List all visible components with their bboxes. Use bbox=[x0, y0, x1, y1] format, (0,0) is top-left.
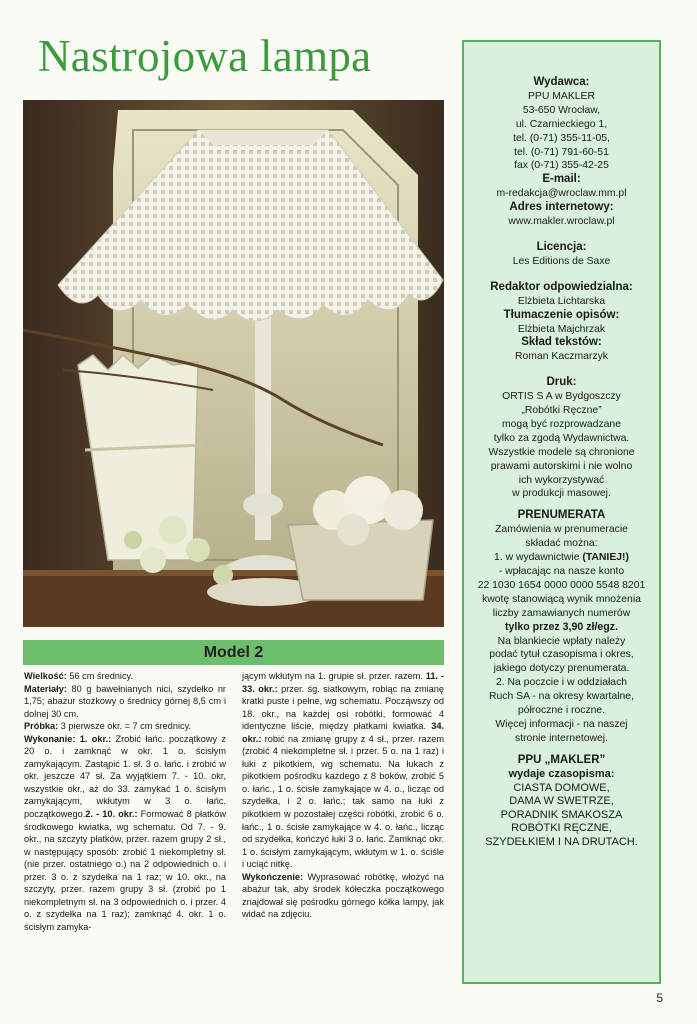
magazine-title: PORADNIK SMAKOSZA bbox=[500, 808, 623, 821]
print-line: prawami autorskimi i nie wolno bbox=[490, 460, 633, 472]
typesetter-name: Roman Kaczmarzyk bbox=[515, 351, 608, 363]
translator-name: Elżbieta Majchrzak bbox=[517, 323, 606, 335]
subscription-line: podać tytuł czasopisma i okres, bbox=[489, 649, 634, 661]
subscription-line: jakiego dotyczy prenumerata. bbox=[493, 663, 630, 675]
ppu-subheading: wydaje czasopisma: bbox=[508, 767, 615, 780]
instruction-paragraph: Wielkość: 56 cm średnicy. bbox=[24, 671, 134, 681]
subscription-line: Zamówienia w prenumeracie bbox=[495, 524, 628, 536]
publisher-heading: Wydawca: bbox=[533, 76, 590, 88]
publisher-line: tel. (0-71) 791-60-51 bbox=[514, 146, 609, 158]
print-line: Wszystkie modele są chronione bbox=[488, 446, 635, 458]
subscription-line: składać można: bbox=[525, 538, 598, 550]
license-text: Les Editions de Saxe bbox=[512, 255, 611, 267]
subscription-line: - wpłacając na nasze konto bbox=[498, 566, 625, 577]
subscription-line: kwotę stanowiącą wynik mnożenia bbox=[482, 593, 641, 605]
instruction-paragraph: jącym wkłutym na 1. grupie sł. przer. razem. 11. - 33. okr.: przer. śg. siatkowym, robiąc na zmianę kratki puste i pełne, wg schematu. Począwszy od 18. okr., na każdej osi robótki, formować 4 identyczne liście, między płatkami kwiatka. 34. okr.: robić na zmianę grupy z 4 sł., przer. razem (zrobić 4 niekompletne sł. i przer. 5 o. na 1 raz) i łuki z pikotkiem, wg schematu. Na łukach z pikotkiem pośrodku każdego z 8 boków, zrobić 5 o. łańc., 1 o. ścisłe zamykające w 4. o., licząc od szydełka, i 2 o. łańc.; tak samo na łuki z pikotkiem w pozostałej części robótki, zrobić 6 o. łańc., 1 o. ścisłe zamykające w 4. o. łańc., licząc od szydełka, kończyć łuki 3 o. łańc. Zamknąć okr. 1 o. ścisłym zamykającym, wkłutym w 1. o. ściśle i uciąć nitkę. bbox=[242, 671, 445, 870]
instructions-left-column bbox=[24, 670, 226, 990]
publisher-line: 53-650 Wrocław, bbox=[522, 104, 601, 116]
email-link[interactable]: m-redakcja@wroclaw.mm.pl bbox=[496, 188, 627, 200]
publisher-line: ul. Czarnieckiego 1, bbox=[515, 118, 608, 130]
subscription-line: liczby zamawianych numerów bbox=[492, 607, 631, 619]
lamp-photo bbox=[23, 100, 444, 627]
print-line: mogą być rozprowadzane bbox=[502, 418, 621, 430]
print-line: w produkcji masowej. bbox=[512, 488, 611, 500]
instructions-columns bbox=[24, 670, 444, 990]
subscription-heading: PRENUMERATA bbox=[517, 509, 606, 522]
license-heading: Licencja: bbox=[536, 240, 587, 253]
email-heading: E-mail: bbox=[542, 173, 581, 186]
more-info-line: Więcej informacji - na naszej bbox=[495, 718, 628, 730]
magazine-title: CIASTA DOMOWE, bbox=[513, 781, 610, 794]
ppu-heading: PPU „MAKLER” bbox=[517, 753, 606, 766]
subscription-line: Na blankiecie wpłaty należy bbox=[497, 635, 626, 647]
instruction-paragraph: Materiały: 80 g bawełnianych nici, szydełko nr 1,75; abażur stożkowy o średnicy górnej 8,5 cm i dolnej 30 cm. bbox=[24, 683, 226, 719]
subscription-line: półroczne i roczne. bbox=[517, 705, 606, 717]
subscription-option-1: 1. w wydawnictwie (TANIEJ!) bbox=[494, 552, 629, 564]
translation-heading: Tłumaczenie opisów: bbox=[503, 308, 620, 321]
magazine-title: ROBÓTKI RĘCZNE, bbox=[511, 822, 612, 835]
print-heading: Druk: bbox=[546, 376, 577, 389]
publisher-sidebar bbox=[462, 40, 661, 984]
bank-account-number: 22 1030 1654 0000 0000 5548 8201 bbox=[477, 579, 646, 591]
page-number: 5 bbox=[656, 991, 663, 1005]
subscription-option-2: 2. Na poczcie i w oddziałach bbox=[495, 677, 628, 689]
instructions-right-column bbox=[242, 670, 444, 990]
typeset-heading: Skład tekstów: bbox=[521, 336, 602, 349]
instruction-paragraph: Próbka: 3 pierwsze okr. = 7 cm średnicy. bbox=[24, 721, 192, 732]
print-line: ich wykorzystywać bbox=[518, 474, 605, 486]
more-info-line: stronie internetowej. bbox=[515, 732, 608, 744]
magazine-title: DAMA W SWETRZE, bbox=[509, 795, 614, 808]
print-line: „Robótki Ręczne” bbox=[521, 405, 602, 417]
subscription-line: Ruch SA - na okresy kwartalne, bbox=[489, 691, 634, 703]
magazine-title: SZYDEŁKIEM I NA DRUTACH. bbox=[485, 835, 638, 848]
publisher-line: fax (0-71) 355-42-25 bbox=[514, 160, 609, 172]
instruction-paragraph: Wykonanie: 1. okr.: Zrobić łańc. początkowy z 20 o. i zamknąć w okr. 1 o. ścisłym zamykającym. Zastąpić 1. sł. 3 o. łańc. i zrobić w okr. jeszcze 47 sł. Za wyjątkiem 7. - 10. okr, wszystkie okr., aż do 33. zamykać 1 o. ścisłym zamykającym, wkłutym w 3 o. łańc. początkowego.2. - 10. okr.: Formować 8 płatków środkowego kwiatka, wg schematu. Od 7. - 9. okr., na szczyty płatków, przer. razem grupy 2 sł., w następujący sposób: zrobić 1 niekompletny sł. (nie przer. ostatniego o.) na 2 odpowiednich o. i przer. 3 o. z szydełka na 1 raz; w 10. okr., na szczyty, przer. razem grupy 3 sł. (zrobić po 1 niekompletnym sł. na 3 odpowiednich o. i przer. 4 o. z szydełka na 1 raz); zamknąć 4. okr. 1 o. ścisłym zamyka- bbox=[24, 733, 226, 932]
instruction-paragraph: Wykończenie: Wyprasować robótkę, włożyć na abażur tak, aby środek kółeczka początkowego znajdował się pośrodku górnego kółka lampy, jak widać na zdjęciu. bbox=[242, 871, 444, 920]
price-line: tylko przez 3,90 zł/egz. bbox=[504, 620, 619, 633]
web-link[interactable]: www.makler.wroclaw.pl bbox=[508, 216, 615, 228]
publisher-line: tel. (0-71) 355-11-05, bbox=[513, 132, 610, 144]
print-line: tylko za zgodą Wydawnictwa. bbox=[493, 432, 630, 444]
print-line: ORTIS S A w Bydgoszczy bbox=[502, 391, 621, 403]
editor-heading: Redaktor odpowiedzialna: bbox=[490, 280, 633, 293]
publisher-line: PPU MAKLER bbox=[528, 90, 595, 102]
editor-name: Elżbieta Lichtarska bbox=[517, 295, 606, 307]
page-title: Nastrojowa lampa bbox=[38, 31, 372, 81]
model-heading-bar: Model 2 bbox=[23, 640, 444, 665]
web-heading: Adres internetowy: bbox=[509, 201, 614, 214]
